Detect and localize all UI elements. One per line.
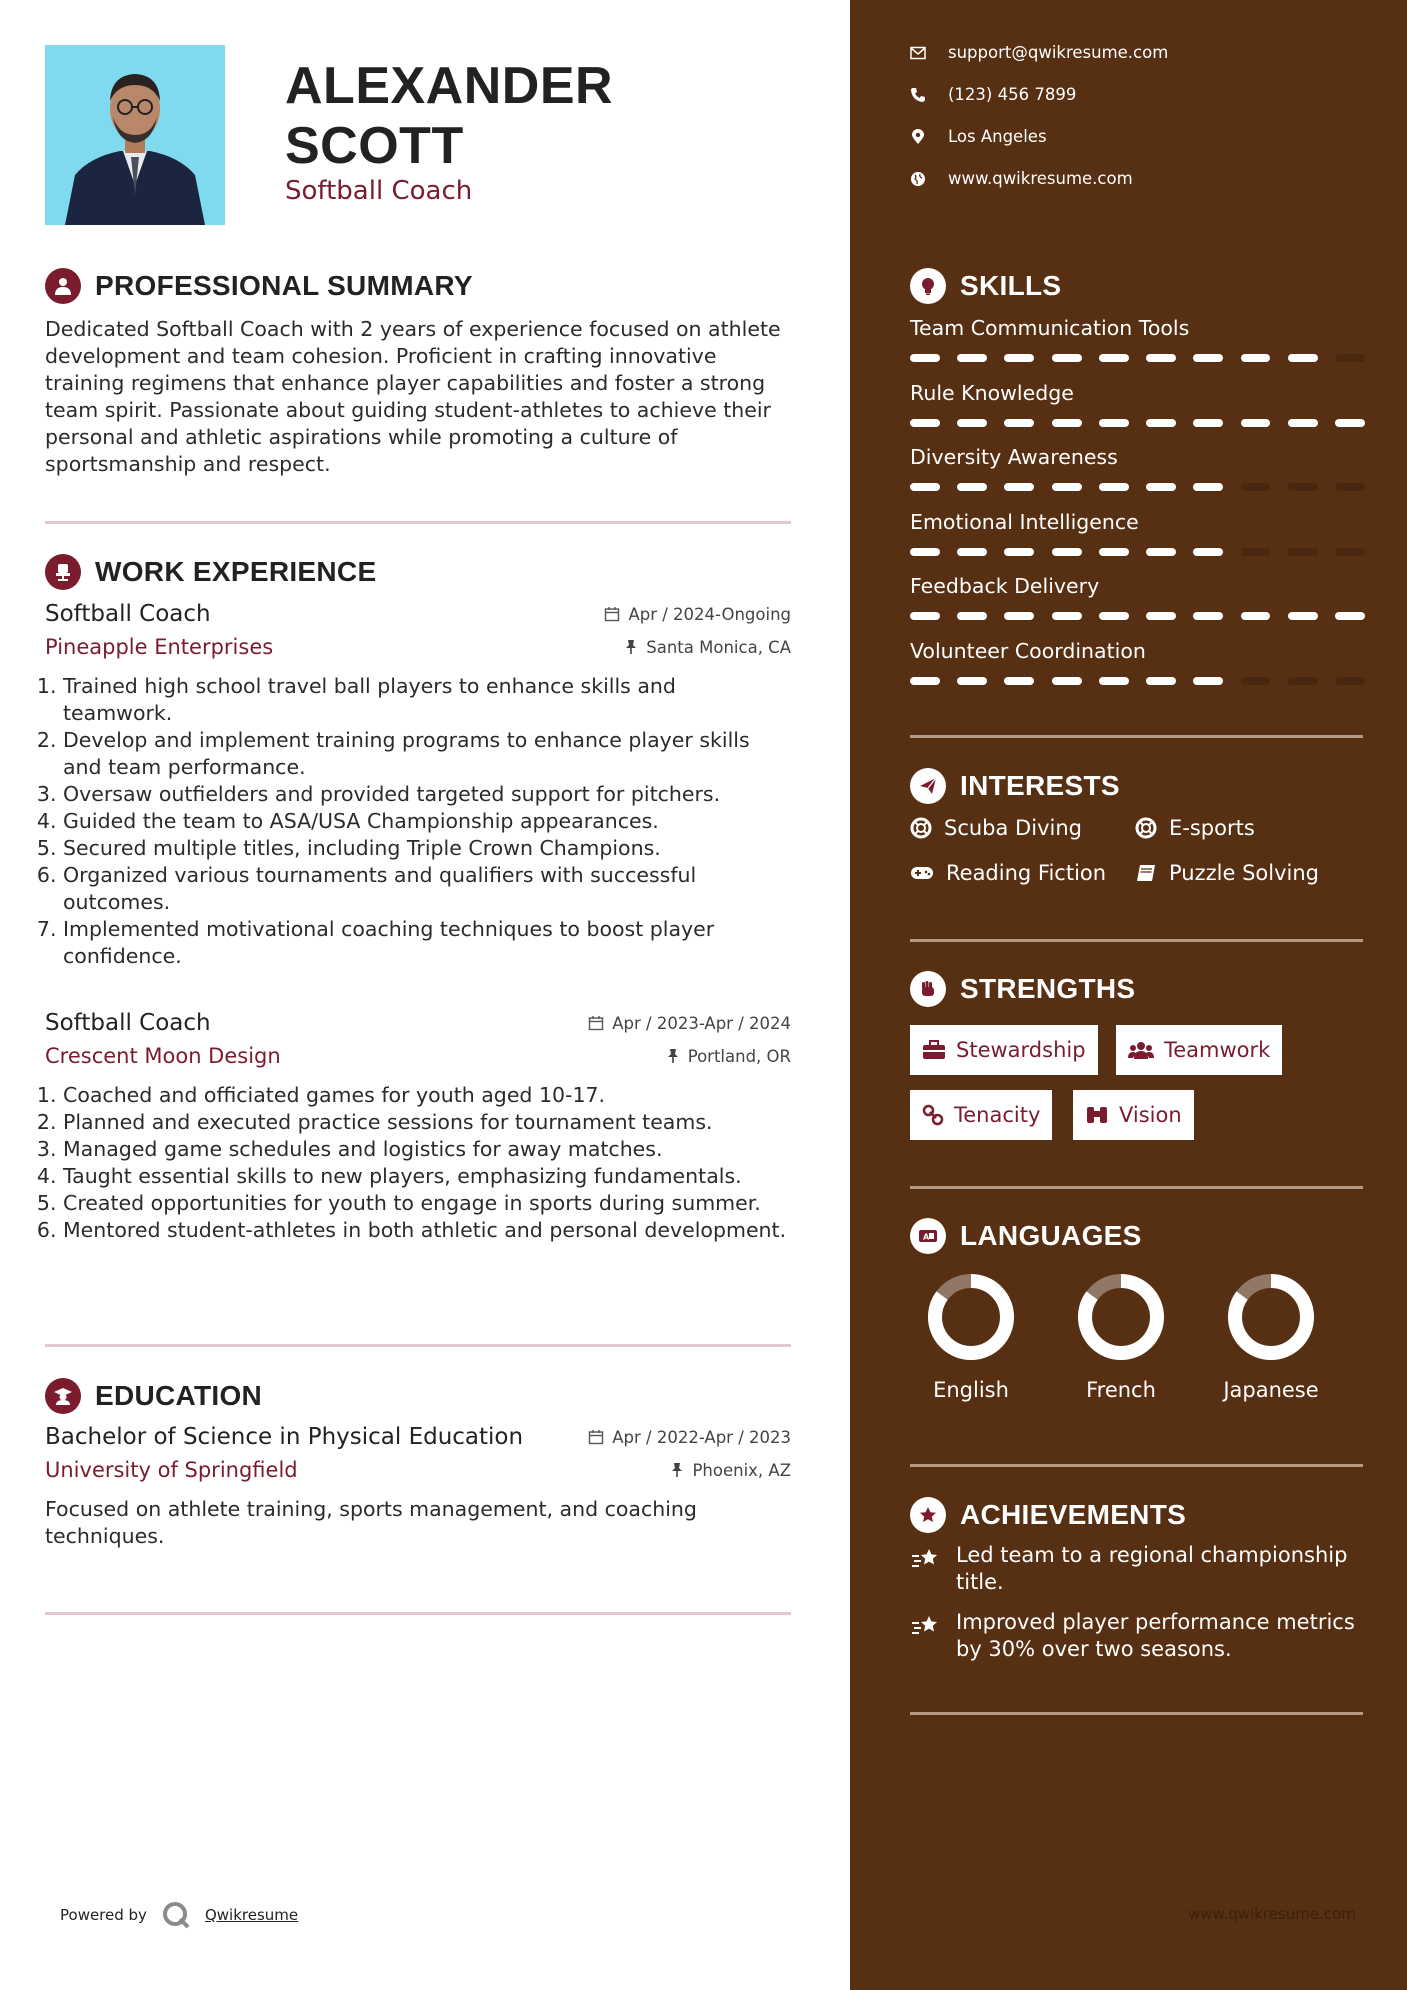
skill-dash [1288,677,1318,685]
job-role: Softball Coach [45,601,211,627]
map-pin-icon [910,129,926,145]
language-name: Japanese [1223,1378,1319,1402]
skill-dash [1193,612,1223,620]
skill-dash [1241,548,1271,556]
achievement-text: Led team to a regional championship title. [956,1543,1348,1594]
first-name: ALEXANDER [285,57,614,115]
phone-icon [910,87,926,103]
list-item: 4. Taught essential skills to new players, emphasizing fundamentals. [63,1163,791,1190]
summary-text: Dedicated Softball Coach with 2 years of experience focused on athlete development and team cohesion. Proficient in crafting innovative training regimens that enhance player capabilities and foster a strong team spirit. Passionate about guiding student-athletes to achieve their personal and athletic aspirations while promoting a culture of sportsmanship and respect. [45,317,781,476]
skill-item [910,574,1365,620]
skill-dash [910,354,940,362]
work-title: WORK EXPERIENCE [95,556,377,587]
briefcase-icon [922,1040,946,1060]
language-item [906,1270,1036,1402]
skill-dash [910,612,940,620]
candidate-name [285,56,613,176]
skill-level-bar [910,483,1365,491]
paper-plane-icon [910,768,946,804]
list-item: 4. Guided the team to ASA/USA Championship appearances. [63,808,791,835]
skill-item [910,639,1365,685]
job-dates [588,1014,791,1033]
skill-dash [1288,612,1318,620]
translate-icon [910,1218,946,1254]
skill-dash [1241,419,1271,427]
binoculars-icon [1085,1105,1109,1125]
globe-icon [910,171,926,187]
skill-dash [1288,419,1318,427]
skill-dash [1335,677,1365,685]
interest-item [910,816,1082,840]
interest-label: E-sports [1169,816,1255,840]
strengths-title: STRENGTHS [960,973,1136,1004]
job-location-text: Portland, OR [687,1046,791,1066]
language-item [1206,1270,1336,1402]
fist-icon [910,971,946,1007]
education-dates-text: Apr / 2022-Apr / 2023 [612,1427,791,1447]
list-item: 7. Implemented motivational coaching techniques to boost player confidence. [63,916,791,970]
qwikresume-logo-icon [161,1900,191,1930]
job-dates [604,605,791,624]
skill-dash [1241,483,1271,491]
education-entry [45,1424,791,1550]
skill-dash [910,419,940,427]
skill-dash [1052,677,1082,685]
skill-dash [1052,419,1082,427]
location-text: Los Angeles [948,127,1047,146]
education-description: Focused on athlete training, sports management, and coaching techniques. [45,1497,697,1548]
languages-title: LANGUAGES [960,1220,1142,1251]
job-subheader [45,1044,791,1068]
interest-label: Scuba Diving [944,816,1082,840]
achievement-text: Improved player performance metrics by 30% over two seasons. [956,1610,1355,1661]
job-header [45,601,791,627]
section-divider [910,1464,1363,1467]
skill-dash [1335,483,1365,491]
footer-website[interactable]: www.qwikresume.com [1188,1905,1356,1923]
envelope-icon [910,46,926,60]
education-title: EDUCATION [95,1380,263,1411]
skill-dash [1146,612,1176,620]
section-divider [45,1612,791,1615]
section-divider [45,521,791,524]
strength-chip [1116,1025,1282,1075]
skill-dash [1099,354,1129,362]
skill-dash [1052,548,1082,556]
job-location [624,638,791,657]
skill-dash [1004,548,1034,556]
language-level-ring [1224,1270,1318,1364]
skill-item [910,316,1365,362]
website-text: www.qwikresume.com [948,169,1133,188]
education-dates [588,1428,791,1447]
strength-label: Vision [1119,1103,1182,1127]
job-role: Softball Coach [45,1010,211,1036]
skill-level-bar [910,419,1365,427]
education-location [670,1461,791,1480]
skill-dash [910,483,940,491]
pin-icon [666,1048,680,1064]
skill-dash [1193,419,1223,427]
users-icon [1128,1040,1154,1060]
degree: Bachelor of Science in Physical Education [45,1424,524,1450]
star-badge-icon [910,1497,946,1533]
job-company: Crescent Moon Design [45,1044,281,1068]
list-item: 5. Created opportunities for youth to engage in sports during summer. [63,1190,791,1217]
skill-dash [1099,548,1129,556]
job-title: Softball Coach [285,176,473,206]
strength-chip [910,1090,1052,1140]
strengths-heading [910,971,1135,1007]
education-header [45,1424,791,1450]
interests-title: INTERESTS [960,770,1120,801]
section-divider [910,735,1363,738]
job-entry [45,1010,791,1244]
achievement-item [910,1542,1370,1596]
language-name: French [1086,1378,1156,1402]
section-divider [910,939,1363,942]
skills-title: SKILLS [960,270,1062,301]
skill-name: Emotional Intelligence [910,509,1139,534]
pin-icon [624,639,638,655]
list-item: 1. Trained high school travel ball players to enhance skills and teamwork. [63,673,791,727]
skill-dash [1004,612,1034,620]
skill-dash [957,483,987,491]
languages-heading [910,1218,1142,1254]
school: University of Springfield [45,1458,298,1482]
job-bullets [45,1082,791,1244]
skill-dash [1052,483,1082,491]
skill-dash [1099,612,1129,620]
language-level-ring [1074,1270,1168,1364]
contact-location [910,127,1047,146]
skill-item [910,381,1365,427]
language-item [1056,1270,1186,1402]
skill-name: Diversity Awareness [910,445,1118,469]
powered-by [60,1900,298,1930]
contact-email[interactable] [910,43,1168,62]
achievements-heading [910,1497,1186,1533]
skill-dash [1335,354,1365,362]
skills-heading [910,268,1061,304]
skill-name: Feedback Delivery [910,574,1100,598]
skill-dash [1004,483,1034,491]
job-dates-text: Apr / 2023-Apr / 2024 [612,1013,791,1033]
interest-label: Reading Fiction [946,861,1107,885]
skill-level-bar [910,677,1365,685]
job-dates-text: Apr / 2024-Ongoing [628,604,791,624]
education-heading [45,1378,262,1414]
skill-dash [1288,354,1318,362]
interest-item [910,861,1106,885]
qwikresume-link[interactable]: Qwikresume [204,1906,299,1924]
strength-label: Teamwork [1164,1038,1271,1062]
skill-name: Rule Knowledge [910,380,1074,405]
section-divider [910,1186,1363,1189]
list-item: 2. Develop and implement training programs to enhance player skills and team performance. [63,727,791,781]
skill-level-bar [910,548,1365,556]
skill-dash [1288,548,1318,556]
list-item: 6. Organized various tournaments and qualifiers with successful outcomes. [63,862,791,916]
skill-dash [1146,548,1176,556]
gamepad-icon [910,865,934,881]
list-item: 3. Oversaw outfielders and provided targeted support for pitchers. [63,781,791,808]
skill-level-bar [910,354,1365,362]
skill-dash [1146,483,1176,491]
skill-dash [1241,677,1271,685]
language-name: English [933,1378,1009,1402]
skill-dash [1052,354,1082,362]
skill-dash [1099,419,1129,427]
skill-dash [1146,419,1176,427]
contact-website[interactable] [910,169,1133,188]
skill-item [910,510,1365,556]
skill-dash [957,612,987,620]
skill-dash [1335,612,1365,620]
skill-dash [1241,354,1271,362]
lightbulb-icon [910,268,946,304]
list-item: 3. Managed game schedules and logistics for away matches. [63,1136,791,1163]
list-item: 2. Planned and executed practice sessions for tournament teams. [63,1109,791,1136]
interest-item [1135,861,1319,885]
job-location-text: Santa Monica, CA [646,637,791,657]
job-bullets [45,673,791,970]
skill-dash [1099,483,1129,491]
skill-dash [1288,483,1318,491]
skill-dash [957,677,987,685]
skill-item [910,445,1365,491]
skill-dash [1099,677,1129,685]
job-location [666,1047,791,1066]
contact-phone[interactable] [910,85,1076,104]
interest-label: Puzzle Solving [1169,861,1319,885]
svg-text:A: A [923,1232,930,1242]
skill-dash [1146,354,1176,362]
skill-dash [1193,548,1223,556]
strength-chip [1073,1090,1194,1140]
skill-dash [1241,612,1271,620]
education-location-text: Phoenix, AZ [692,1460,791,1480]
link-icon [922,1104,944,1126]
skill-dash [1193,483,1223,491]
profile-photo [45,45,225,225]
calendar-icon [588,1429,604,1445]
user-icon [45,268,81,304]
section-divider [910,1712,1363,1715]
calendar-icon [604,606,620,622]
achievements-title: ACHIEVEMENTS [960,1499,1187,1530]
job-header [45,1010,791,1036]
interests-heading [910,768,1120,804]
skill-dash [1335,419,1365,427]
skill-dash [910,548,940,556]
achievement-item [910,1609,1370,1663]
skill-dash [957,548,987,556]
skill-dash [1004,354,1034,362]
phone-text: (123) 456 7899 [948,85,1077,104]
pin-icon [670,1462,684,1478]
skill-dash [910,677,940,685]
last-name: SCOTT [285,117,464,175]
summary-title: PROFESSIONAL SUMMARY [95,270,473,301]
strength-label: Tenacity [954,1103,1041,1127]
calendar-icon [588,1015,604,1031]
strength-chip [910,1025,1098,1075]
skill-dash [1193,354,1223,362]
interest-item [1135,816,1255,840]
skill-dash [1004,677,1034,685]
skill-dash [957,419,987,427]
lifebuoy-icon [1135,817,1157,839]
skill-dash [1004,419,1034,427]
shooting-star-icon [910,1613,942,1639]
powered-by-label: Powered by [60,1906,147,1924]
job-company: Pineapple Enterprises [45,635,274,659]
graduate-icon [45,1378,81,1414]
skill-dash [957,354,987,362]
skill-dash [1052,612,1082,620]
skill-name: Team Communication Tools [910,316,1190,340]
work-heading [45,554,376,590]
email-text: support@qwikresume.com [948,43,1169,62]
skill-name: Volunteer Coordination [910,638,1146,663]
list-item: 1. Coached and officiated games for youth aged 10-17. [63,1082,791,1109]
book-icon [1135,863,1157,883]
lifebuoy-icon [910,817,932,839]
section-divider [45,1344,791,1347]
skill-dash [1146,677,1176,685]
skill-level-bar [910,612,1365,620]
chair-icon [45,554,81,590]
list-item: 5. Secured multiple titles, including Triple Crown Champions. [63,835,791,862]
education-subheader [45,1458,791,1482]
job-entry [45,601,791,970]
skill-dash [1193,677,1223,685]
language-level-ring [924,1270,1018,1364]
list-item: 6. Mentored student-athletes in both athletic and personal development. [63,1217,791,1244]
strength-label: Stewardship [956,1038,1086,1062]
skill-dash [1335,548,1365,556]
shooting-star-icon [910,1546,942,1572]
summary-heading [45,268,473,304]
job-subheader [45,635,791,659]
